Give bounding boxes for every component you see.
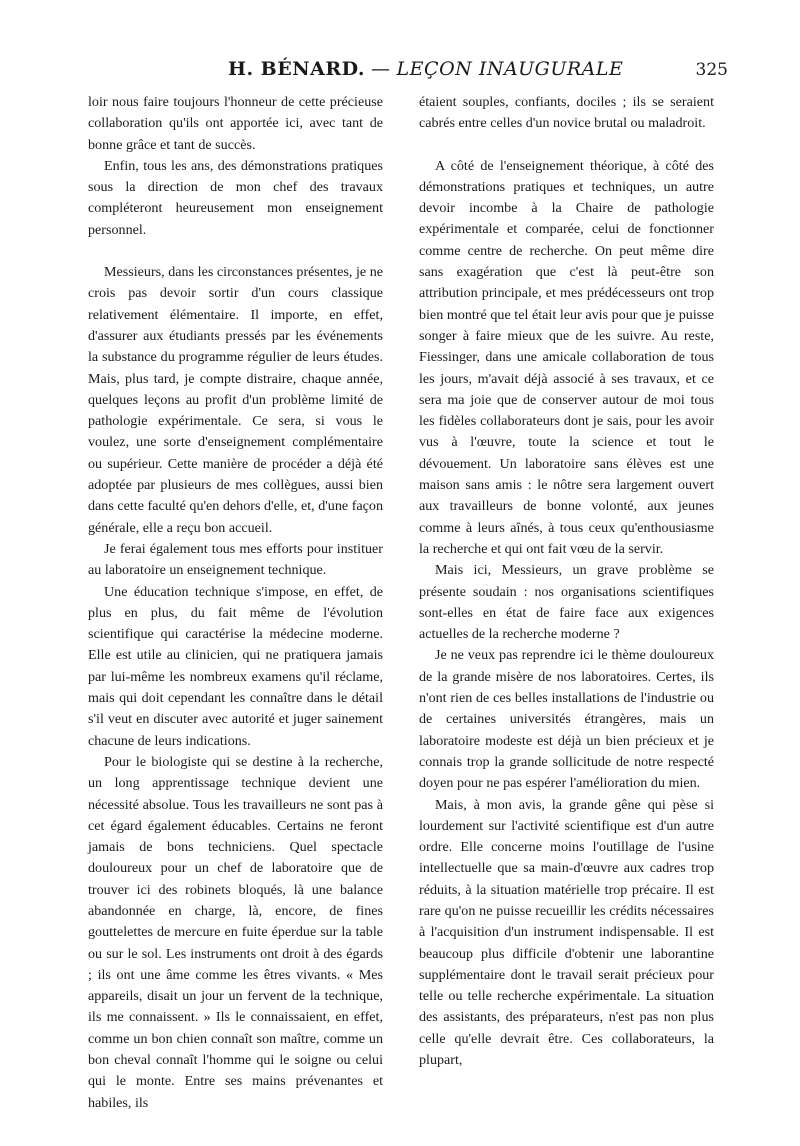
left-column: [88, 92, 383, 1114]
header-lecture-title: LEÇON INAUGURALE: [396, 58, 624, 80]
paragraph: Messieurs, dans les circonstances présentes, je ne crois pas devoir sortir d'un cours classique relativement élémentaire. Il importe, en effet, d'assurer aux étudiants pressés par les événements la substance du programme régulier de leurs études. Mais, plus tard, je compte distraire, chaque année, quelques leçons au profit d'un problème limité de pathologie expérimentale. Ce sera, si vous le voulez, une sorte d'enseignement complémentaire ou supérieur. Cette manière de procéder a déjà été adoptée par plusieurs de mes collègues, aussi bien dans cette faculté qu'en dehors d'elle, et, d'une façon générale, elle a reçu bon accueil.: [88, 264, 383, 536]
paragraph: Enfin, tous les ans, des démonstrations pratiques sous la direction de mon chef des travaux compléteront heureusement mon enseignement personnel.: [88, 157, 383, 238]
page-number: 325: [695, 60, 728, 80]
paragraph: Mais ici, Messieurs, un grave problème se présente soudain : nos organisations scientifiques sont-elles en état de faire face aux exigences actuelles de la recherche moderne ?: [419, 562, 714, 643]
paragraph: Une éducation technique s'impose, en effet, de plus en plus, du fait même de l'évolution scientifique qui caractérise la médecine moderne. Elle est utile au clinicien, qui ne pratiquera jamais par lui-même les nombreux examens qu'il réclame, mais qui doit cependant les connaître dans le détail s'il veut en discuter avec autorité et juger sainement chacune de leurs indications.: [88, 583, 383, 749]
paragraph: Pour le biologiste qui se destine à la recherche, un long apprentissage technique devient une nécessité absolue. Tous les travailleurs ne sont pas à cet égard également éducables. Certains ne feront jamais de bons techniciens. Quel spectacle douloureux pour un chef de laboratoire que de trouver ici des robinets bloqués, là une balance abandonnée en charge, là, encore, de fines gouttelettes de mercure en fuite éperdue sur la table ou sur le sol. Les instruments ont droit à des égards ; ils ont une âme comme les êtres vivants. « Mes appareils, disait un jour un fervent de la technique, ils me connaissent. » Ils le connaissaient, en effet, comme un bon chien connaît son maître, comme un bon cheval connaît l'homme qui le soigne ou celui qui le monte. Entre ses mains prévenantes et habiles, ils: [88, 753, 383, 1111]
paragraph: Je ferai également tous mes efforts pour instituer au laboratoire un enseignement technique.: [88, 540, 383, 579]
running-title: [228, 58, 623, 80]
running-header: [88, 58, 728, 88]
header-separator: —: [371, 58, 391, 80]
paragraph: A côté de l'enseignement théorique, à côté des démonstrations pratiques et techniques, un autre devoir incombe à la Chaire de pathologie expérimentale et comparée, celui de fonctionner comme centre de recherche. On peut même dire sans exagération que c'est là peut-être son attribution principale, et mes prédécesseurs ont trop bien montré que tel était leur avis pour que je puisse songer à faire mieux que de les suivre. Au reste, Fiessinger, dans une amicale collaboration de tous les jours, m'avait déjà associé à ses travaux, et ce sera ma joie que de conserver autour de moi tous les fidèles collaborateurs dont je sais, pour les avoir vus à l'œuvre, toute la science et tout le dévouement. Un laboratoire sans élèves est une maison sans amis : le nôtre sera largement ouvert aux travailleurs de bonne volonté, aux jeunes comme à leurs aînés, à tous ceux qu'enthousiasme la recherche et qui ont fait vœu de la servir.: [419, 157, 714, 557]
header-author: H. BÉNARD.: [228, 58, 366, 80]
paragraph-continuation: loir nous faire toujours l'honneur de cette précieuse collaboration qu'ils ont apportée ici, avec tant de bonne grâce et tant de succès.: [88, 94, 383, 153]
right-column: [419, 92, 714, 1071]
paragraph: Mais, à mon avis, la grande gêne qui pèse si lourdement sur l'activité scientifique est d'un autre ordre. Elle concerne moins l'outillage de l'usine intellectuelle que sa main-d'œuvre aux cadres trop réduits, à la situation matérielle trop précaire. Il est rare qu'on ne puisse recueillir les crédits nécessaires à l'acquisition d'un instrument indispensable. Il est beaucoup plus difficile d'obtenir une laborantine supplémentaire dont le travail serait précieux pour telle ou telle recherche expérimentale. La situation des assistants, des préparateurs, n'est pas non plus celle qu'elle devrait être. Ces collaborateurs, la plupart,: [419, 796, 714, 1069]
paragraph: Je ne veux pas reprendre ici le thème douloureux de la grande misère de nos laboratoires. Certes, ils n'ont rien de ces belles installations de l'industrie ou de certaines universités étrangères, mais un laboratoire modeste est déjà un bien précieux et je connais trop la grande sollicitude de notre respecté doyen pour ne pas espérer l'amélioration du mien.: [419, 647, 714, 792]
paragraph-continuation: étaient souples, confiants, dociles ; ils se seraient cabrés entre celles d'un novice brutal ou maladroit.: [419, 94, 714, 132]
